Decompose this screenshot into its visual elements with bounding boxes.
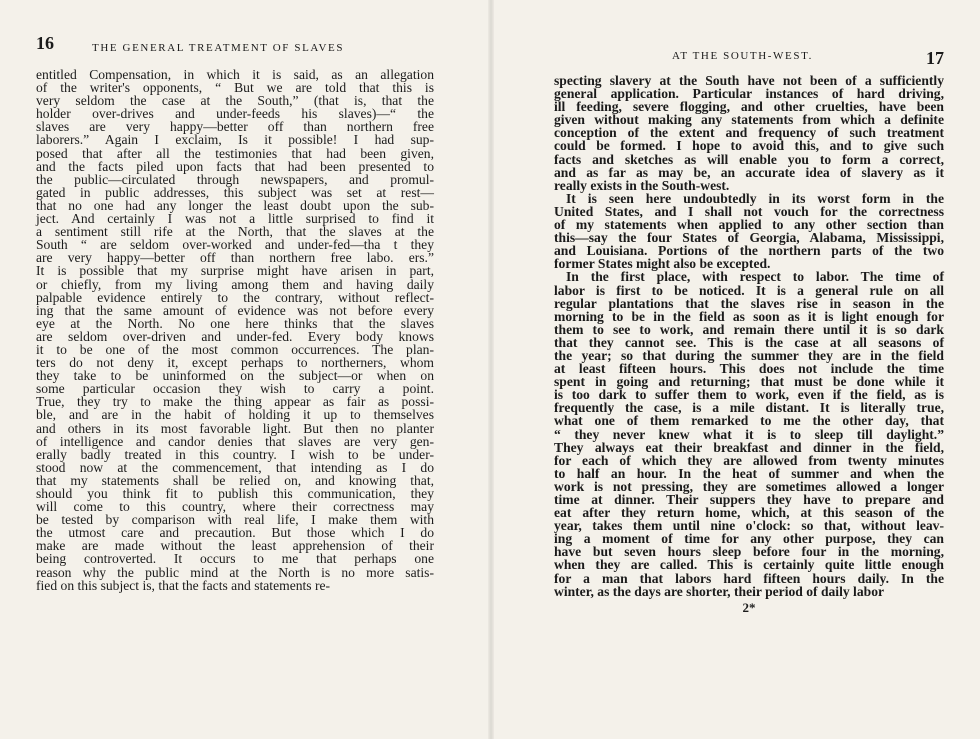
text-line: at least fifteen hours. This does not include the time <box>554 361 944 377</box>
text-line: some particular occasion they wish to carry a point. <box>36 381 434 397</box>
text-line: when they are called. This is certainly quite little enough <box>554 557 944 573</box>
text-line: of the writer's opponents, “ But we are told that this is <box>36 80 434 96</box>
text-line: year, takes them until nine o'clock: so that, without leav- <box>554 518 944 534</box>
text-line: be tested by comparison with real life, I make them with <box>36 512 434 528</box>
text-line: reason why the public mind at the North is no more satis- <box>36 564 434 580</box>
text-line: It is seen here undoubtedly in its worst form in the <box>566 190 944 206</box>
text-line: laborers.” Again I exclaim, Is it possible! I had sup- <box>36 132 434 148</box>
text-line: the public—circulated through newspapers, and promul- <box>36 171 434 187</box>
page-gutter <box>488 0 494 739</box>
text-line: to half an hour. In the heat of summer and when the <box>554 465 944 481</box>
text-line: ject. And certainly I was not a little surprised to find it <box>36 211 434 227</box>
text-line: work is not pressing, they are sometimes allowed a longer <box>554 478 944 494</box>
text-line: eye at the North. No one here thinks that the slaves <box>36 315 434 331</box>
text-line: spent in going and returning; that must be done while it <box>554 374 944 390</box>
text-line: ing a moment of time for any other purpose, they can <box>554 531 944 547</box>
left-page-number: 16 <box>36 33 54 53</box>
text-line: specting slavery at the South have not been of a sufficiently <box>554 73 944 88</box>
text-line: ble, and are in the habit of holding it up to themselves <box>36 407 434 423</box>
text-line: conception of the extent and frequency of such treatment <box>554 125 944 141</box>
text-line: gated in public addresses, this subject was set at rest— <box>36 184 434 200</box>
text-line: and Louisiana. Portions of the northern parts of the two <box>554 243 944 259</box>
text-line: slaves are very happy—better off than northern free <box>36 119 434 135</box>
text-line: morning to be in the field as soon as it is light enough for <box>554 308 944 324</box>
text-line: this—say the four States of Georgia, Alabama, Mississippi, <box>554 230 944 246</box>
text-line: is too dark to suffer them to work, even if the field, as is <box>554 387 944 403</box>
text-line: could be formed. I hope to avoid this, and to give such <box>554 138 944 154</box>
text-line: really exists in the South-west. <box>554 177 730 193</box>
text-line: will come to this country, where their correctness may <box>36 499 434 515</box>
text-line: holder over-drives and under-feeds his slaves)—“ the <box>36 106 434 122</box>
text-line: South “ are seldom over-worked and under-fed—tha t they <box>36 237 434 253</box>
text-line: of my statements when applied to any other section than <box>554 217 944 233</box>
text-line: frequently the case, is a mile distant. It is literally true, <box>554 400 944 416</box>
right-running-head <box>554 30 944 68</box>
text-line: labor is first to be noticed. It is a general rule on all <box>554 282 944 298</box>
text-line: ters do not deny it, except perhaps to northerners, whom <box>36 355 434 371</box>
text-line: should you think fit to publish this communication, they <box>36 486 434 501</box>
text-line: facts and sketches as will enable you to form a correct, <box>554 151 944 167</box>
left-page <box>36 30 434 592</box>
left-running-head <box>36 30 434 58</box>
text-line: winter, as the days are shorter, their period of daily labor <box>554 583 885 599</box>
text-line: and as far as may be, an accurate idea of slavery as it <box>554 164 944 180</box>
text-line: entitled Compensation, in which it is said, as an allegation <box>36 67 434 82</box>
text-line: that they cannot see. This is the case at all seasons of <box>554 334 944 350</box>
right-running-title: AT THE SOUTH-WEST. <box>672 50 813 62</box>
text-line: for each of which they are allowed from twenty minutes <box>554 452 944 468</box>
right-body-text <box>554 74 944 598</box>
text-line: “ they never knew what it is to sleep till daylight.” <box>554 426 944 442</box>
text-line: posed that after all the testimonies that had been given, <box>36 145 434 161</box>
text-line: being controverted. It occurs to me that perhaps one <box>36 551 434 567</box>
text-line: and others in its most favorable light. But then no planter <box>36 420 434 436</box>
text-line: that no one had any longer the least doubt upon the sub- <box>36 197 434 213</box>
text-line: former States might also be excepted. <box>554 256 771 272</box>
text-line: of intelligence and candor denies that slaves are very gen- <box>36 433 434 449</box>
text-line: the utmost care and precaution. But those which I do <box>36 525 434 541</box>
text-line: a sentiment still rife at the North, that the slaves at the <box>36 224 434 240</box>
left-body-text <box>36 68 434 592</box>
text-line: stood now at the commencement, that intending as I do <box>36 459 434 475</box>
text-line: ing that the same amount of evidence was not before every <box>36 302 434 318</box>
text-line: that my statements shall be relied on, and knowing that, <box>36 472 434 488</box>
text-line: very seldom the case at the South,” (that is, that the <box>36 93 434 109</box>
text-line: True, they try to make the thing appear as fair as possi- <box>36 394 434 410</box>
text-line: erally badly treated in this country. I wish to be under- <box>36 446 434 462</box>
text-line: are seldom over-driven and under-fed. Every body knows <box>36 328 434 344</box>
text-line: it to be one of the most common occurrences. The plan- <box>36 341 434 357</box>
text-line: for a man that labors hard fifteen hours daily. In the <box>554 570 944 586</box>
text-line: are very happy—better off than northern free labo. ers.” <box>36 250 434 266</box>
text-line: In the first place, with respect to labor. The time of <box>566 269 944 285</box>
right-page-number: 17 <box>926 48 944 68</box>
text-line: eat after they return home, which, at this season of the <box>554 505 944 521</box>
signature-mark: 2* <box>742 599 756 615</box>
text-line: have but seven hours sleep before four in the morning, <box>554 544 944 560</box>
right-page <box>554 30 944 616</box>
text-line: the year; so that during the summer they are in the field <box>554 347 944 363</box>
text-line: fied on this subject is, that the facts and statements re- <box>36 577 331 593</box>
left-running-title: THE GENERAL TREATMENT OF SLAVES <box>92 42 345 54</box>
text-line: time at dinner. Their suppers they have to prepare and <box>554 492 944 507</box>
text-line: They always eat their breakfast and dinner in the field, <box>554 439 944 455</box>
text-line: or chiefly, from my living among them and having daily <box>36 276 434 292</box>
text-line: general application. Particular instances of hard driving, <box>554 86 944 102</box>
text-line: them to see to work, and remain there until it is so dark <box>554 321 944 337</box>
text-line: It is possible that my surprise might have arisen in part, <box>36 263 434 279</box>
text-line: given without making any statements from which a definite <box>554 112 944 128</box>
text-line: United States, and I shall not vouch for the correctness <box>554 203 944 219</box>
text-line: they take to be uninformed on the subject—or when on <box>36 368 434 384</box>
text-line: what one of them remarked to me the other day, that <box>554 413 944 429</box>
text-line: regular plantations that the slaves rise in season in the <box>554 295 944 311</box>
text-line: ill feeding, severe flogging, and other cruelties, have been <box>554 99 944 115</box>
text-line: make are made without the least apprehension of their <box>36 538 434 554</box>
text-line: palpable evidence entirely to the contrary, without reflect- <box>36 289 434 305</box>
text-line: and the facts piled upon facts that had been presented to <box>36 158 434 174</box>
